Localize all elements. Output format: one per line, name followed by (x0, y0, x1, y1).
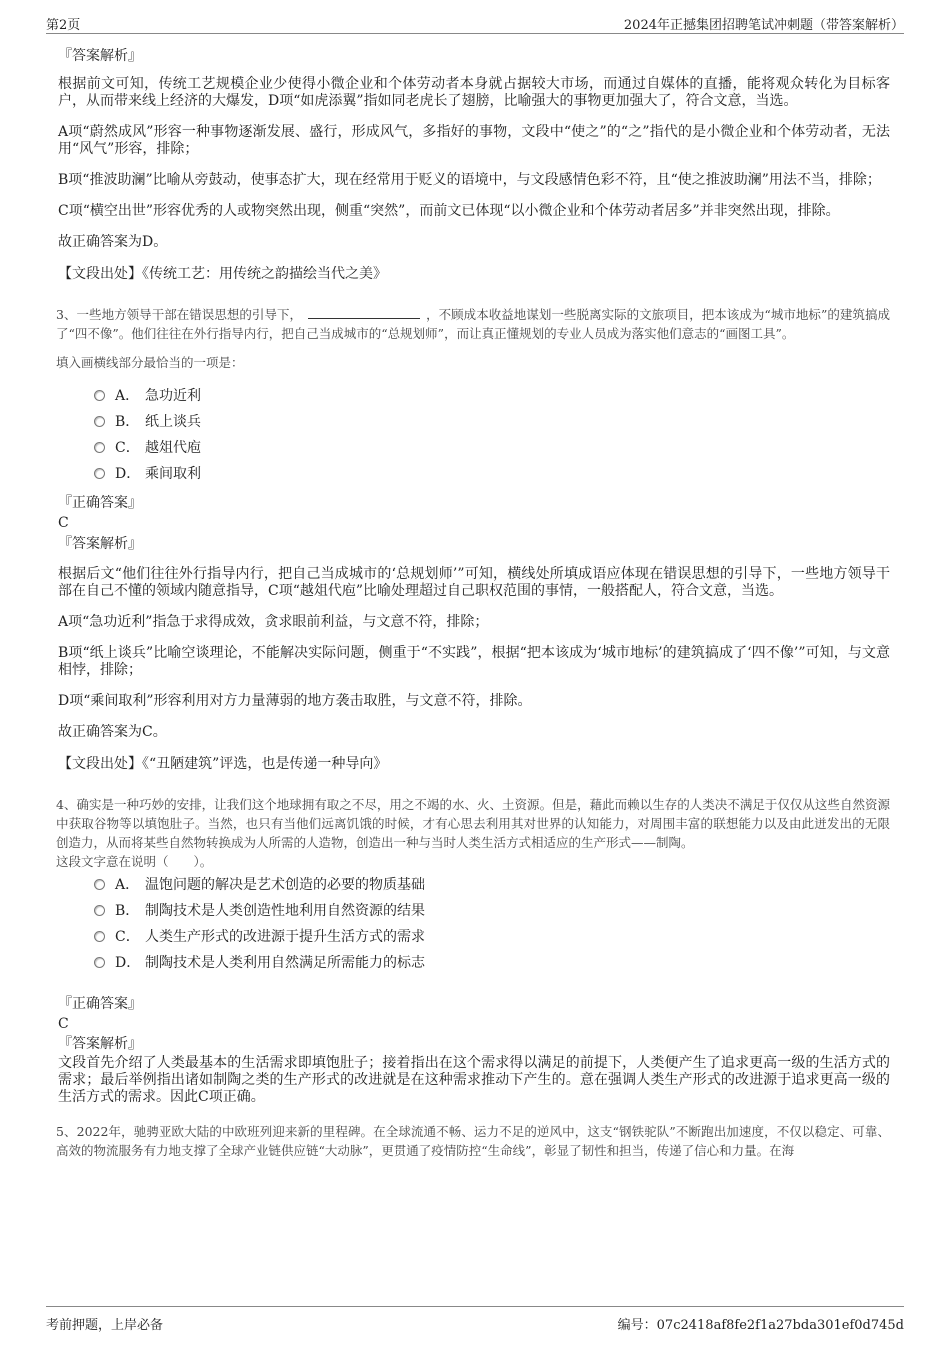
footer-divider (46, 1306, 904, 1307)
document-title: 2024年正撼集团招聘笔试冲刺题（带答案解析） (623, 18, 904, 33)
analysis-paragraph: 根据前文可知，传统工艺规模企业少使得小微企业和个体劳动者本身就占据较大市场，而通过自媒体的直播，能将观众转化为目标客户，从而带来线上经济的大爆发，D项“如虎添翼”指如同老虎长了翅膀，比喻强大的事物更加强大了，符合文意，当选。 (58, 76, 890, 109)
correct-answer-label: 『正确答案』 (58, 996, 142, 1012)
analysis-paragraph: B项“纸上谈兵”比喻空谈理论，不能解决实际问题，侧重于“不实践”，根据“把本该成为‘城市地标’的建筑搞成了‘四不像’”可知，与文意相悖，排除； (58, 645, 890, 678)
radio-icon[interactable] (94, 390, 105, 401)
question-stem: 3、一些地方领导干部在错误思想的引导下， ，不顾成本收益地谋划一些脱离实际的文旅项目，把本该成为“城市地标”的建筑搞成了“四不像”。他们往往在外行指导内行，把自己当成城市的“总规划师”，而让真正懂规划的专业人员成为落实他们意志的“画图工具”。 (56, 307, 890, 341)
option-list (94, 382, 890, 486)
question-stem: 5、2022年，驰骋亚欧大陆的中欧班列迎来新的里程碑。在全球流通不畅、运力不足的逆风中，这支“钢铁驼队”不断跑出加速度，不仅以稳定、可靠、高效的物流服务有力地支撑了全球产业链供应链“大动脉”，更贯通了疫情防控“生命线”，彰显了韧性和担当，传递了信心和力量。在海 (56, 1124, 890, 1158)
option-d[interactable]: D． 制陶技术是人类利用自然满足所需能力的标志 (94, 949, 890, 975)
passage-source: 【文段出处】《“丑陋建筑”评选，也是传递一种导向》 (58, 756, 388, 772)
analysis-paragraph: 根据后文“他们往往外行指导内行，把自己当成城市的‘总规划师’”可知，横线处所填成语应体现在错误思想的引导下，一些地方领导干部在自己不懂的领域内随意指导，C项“越俎代庖”比喻处理超过自己职权范围的事情，一般搭配人，符合文意，当选。 (58, 566, 890, 599)
radio-icon[interactable] (94, 957, 105, 968)
passage-source: 【文段出处】《传统工艺：用传统之韵描绘当代之美》 (58, 266, 387, 282)
analysis-paragraph: A项“蔚然成风”形容一种事物逐渐发展、盛行，形成风气，多指好的事物，文段中“使之”的“之”指代的是小微企业和个体劳动者，无法用“风气”形容，排除； (58, 124, 890, 157)
correct-answer: C (58, 1016, 69, 1032)
analysis-paragraph: B项“推波助澜”比喻从旁鼓动，使事态扩大，现在经常用于贬义的语境中，与文段感情色彩不符，且“使之推波助澜”用法不当，排除； (58, 172, 881, 188)
question-prompt: 这段文字意在说明（ ）。 (56, 854, 213, 869)
option-b[interactable]: B． 制陶技术是人类创造性地利用自然资源的结果 (94, 897, 890, 923)
page-number: 第2页 (46, 18, 81, 33)
question-stem: 4、确实是一种巧妙的安排，让我们这个地球拥有取之不尽，用之不竭的水、火、土资源。但是，藉此而赖以生存的人类决不满足于仅仅从这些自然资源中获取谷物等以填饱肚子。当然，也只有当他们远离饥饿的时候，才有心思去利用其对世界的认知能力，对周围丰富的联想能力以及由此迸发出的无限创造力，从而将某些自然物转换成为人所需的人造物，创造出一种与当时人类生活方式相适应的生产形式——制陶。 (56, 797, 890, 850)
analysis-paragraph: C项“横空出世”形容优秀的人或物突然出现，侧重“突然”，而前文已体现“以小微企业和个体劳动者居多”并非突然出现，排除。 (58, 203, 840, 219)
analysis-conclusion: 故正确答案为C。 (58, 724, 167, 740)
header-divider (46, 33, 904, 34)
question-instruction: 填入画横线部分最恰当的一项是： (56, 355, 244, 370)
analysis-paragraph: A项“急功近利”指急于求得成效，贪求眼前利益，与文意不符，排除； (58, 614, 489, 630)
option-d[interactable]: D． 乘间取利 (94, 460, 890, 486)
option-a[interactable]: A． 温饱问题的解决是艺术创造的必要的物质基础 (94, 871, 890, 897)
footer-slogan: 考前押题，上岸必备 (46, 1318, 164, 1333)
radio-icon[interactable] (94, 905, 105, 916)
radio-icon[interactable] (94, 416, 105, 427)
option-list (94, 871, 890, 975)
document-id: 编号：07c2418af8fe2f1a27bda301ef0d745d (617, 1318, 904, 1333)
analysis-label: 『答案解析』 (58, 48, 142, 64)
radio-icon[interactable] (94, 442, 105, 453)
analysis-label: 『答案解析』 (58, 1036, 142, 1052)
option-b[interactable]: B． 纸上谈兵 (94, 408, 890, 434)
analysis-label: 『答案解析』 (58, 536, 142, 552)
radio-icon[interactable] (94, 879, 105, 890)
page-header (0, 0, 950, 36)
radio-icon[interactable] (94, 931, 105, 942)
radio-icon[interactable] (94, 468, 105, 479)
analysis-conclusion: 故正确答案为D。 (58, 234, 168, 250)
analysis-paragraph: 文段首先介绍了人类最基本的生活需求即填饱肚子；接着指出在这个需求得以满足的前提下，人类便产生了追求更高一级的生活方式的需求；最后举例指出诸如制陶之类的生产形式的改进就是在这种需求推动下产生的。意在强调人类生产形式的改进源于追求更高一级的生活方式的需求。因此C项正确。 (58, 1055, 890, 1105)
correct-answer-label: 『正确答案』 (58, 495, 142, 511)
option-c[interactable]: C． 越俎代庖 (94, 434, 890, 460)
fill-blank (308, 306, 420, 319)
page-content (56, 46, 890, 1160)
analysis-paragraph: D项“乘间取利”形容利用对方力量薄弱的地方袭击取胜，与文意不符，排除。 (58, 693, 532, 709)
option-a[interactable]: A． 急功近利 (94, 382, 890, 408)
option-c[interactable]: C． 人类生产形式的改进源于提升生活方式的需求 (94, 923, 890, 949)
correct-answer: C (58, 515, 69, 531)
